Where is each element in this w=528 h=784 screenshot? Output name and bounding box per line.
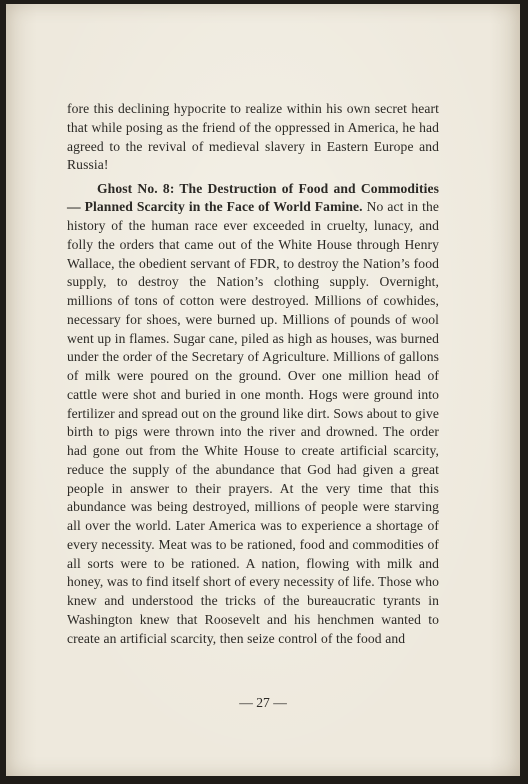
page-number: — 27 — [239, 695, 287, 710]
paragraph-continuation: fore this declining hypocrite to realize within his own secret heart that while posing as the friend of the oppressed in America, he had agreed to the revival of medieval slavery in Eastern Europe and Russia! [67, 101, 439, 173]
section-heading: Ghost No. 8: The Destruction of Food and Commodities — Planned Scarcity in the Face of World Famine. [67, 180, 439, 215]
page-text [67, 100, 439, 648]
paragraph-ghost-8 [67, 180, 439, 649]
book-page [6, 4, 520, 776]
section-body: No act in the history of the human race ever exceeded in cruelty, lunacy, and folly the orders that came out of the White House through Henry Wallace, the obedient servant of FDR, to destroy the Nation’s food supply, to destroy the Nation’s clothing supply. Overnight, millions of tons of cotton were destroyed. Millions of cowhides, necessary for shoes, were burned up. Millions of pounds of wool went up in flames. Sugar cane, piled as high as houses, was burned under the order of the Secretary of Agriculture. Millions of gallons of milk were poured on the ground. Over one million head of cattle were shot and buried in one month. Hogs were ground into fertilizer and spread out on the ground like dirt. Sows about to give birth to pigs were thrown into the river and drowned. The order had gone out from the White House to create artificial scarcity, reduce the supply of the abundance that God had given a great people in answer to their prayers. At the very time that this abundance was being destroyed, millions of people were starving all over the world. Later America was to experience a shortage of every necessity. Meat was to be rationed, food and commodities of all sorts were to be rationed. A nation, flowing with milk and honey, was to find itself short of every necessity of life. Those who knew and understood the tricks of the bureaucratic tyrants in Washington knew that Roosevelt and his henchmen wanted to create an artificial scarcity, then seize control of the food and [67, 199, 439, 646]
